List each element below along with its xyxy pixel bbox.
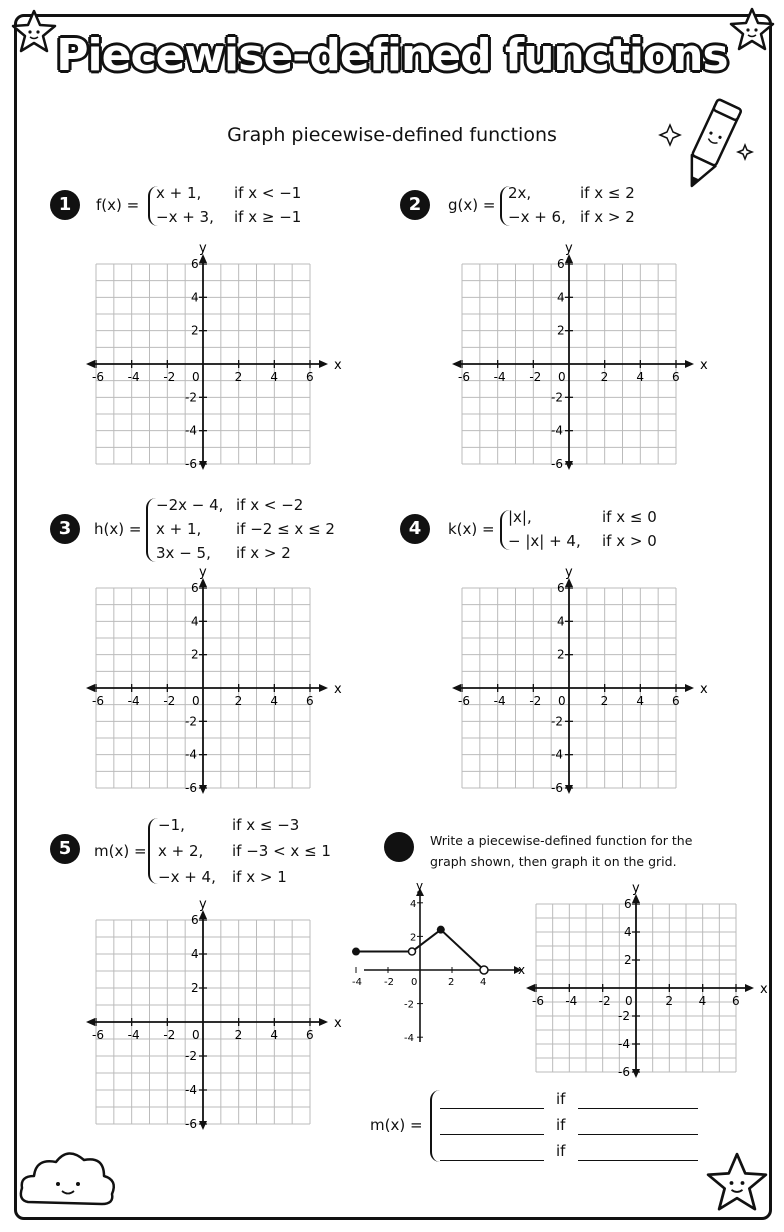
x-tick-label: 4 xyxy=(270,1028,278,1042)
piece-expression: −2x − 4, xyxy=(156,496,224,514)
x-tick-label: -6 xyxy=(458,694,470,708)
y-tick-label: -4 xyxy=(185,747,197,762)
y-tick-label: -4 xyxy=(185,423,197,438)
x-axis-label: x xyxy=(700,358,708,373)
x-tick-label: -4 xyxy=(352,977,362,988)
x-tick-label: 2 xyxy=(234,694,243,708)
piece-condition: if x < −1 xyxy=(234,184,302,202)
piece-expression: 3x − 5, xyxy=(156,544,211,562)
piece-condition: if x > 2 xyxy=(236,544,291,562)
x-tick-label: 0 xyxy=(192,370,200,384)
x-tick-label: 6 xyxy=(306,694,314,708)
x-axis-label: x xyxy=(334,682,342,697)
x-tick-label: 6 xyxy=(672,370,680,384)
graph-grid[interactable] xyxy=(80,896,342,1131)
piece-condition: if x > 0 xyxy=(602,532,657,550)
y-tick-label: 4 xyxy=(557,614,565,629)
brace xyxy=(430,1090,440,1162)
problem-number-badge: 2 xyxy=(400,190,430,220)
y-axis-label: y xyxy=(632,881,640,896)
y-tick-label: 6 xyxy=(624,897,632,911)
y-axis-label: y xyxy=(416,879,424,893)
y-tick-label: 2 xyxy=(557,647,565,662)
graph-grid[interactable] xyxy=(80,240,342,471)
x-tick-label: 0 xyxy=(558,694,566,708)
y-tick-label: -4 xyxy=(551,747,563,762)
brace xyxy=(146,498,156,562)
x-tick-label: -4 xyxy=(493,370,506,384)
x-tick-label: 0 xyxy=(411,977,418,988)
graph-grid[interactable] xyxy=(446,240,708,471)
piece-expression: −x + 3, xyxy=(156,208,214,226)
star-icon xyxy=(10,8,58,56)
x-tick-label: 2 xyxy=(448,977,455,988)
x-tick-label: 2 xyxy=(234,1028,243,1042)
piece-condition: if x ≥ −1 xyxy=(234,208,302,226)
y-tick-label: 2 xyxy=(191,647,199,662)
y-tick-label: 2 xyxy=(624,953,632,967)
x-tick-label: 6 xyxy=(732,994,740,1008)
page-subtitle: Graph piecewise-defined functions xyxy=(227,124,557,146)
function-name: k(x) = xyxy=(448,520,495,538)
x-tick-label: 4 xyxy=(480,977,487,988)
y-tick-label: -2 xyxy=(404,999,414,1011)
y-tick-label: -2 xyxy=(185,390,197,405)
piece-expression: |x|, xyxy=(508,508,532,526)
star-icon xyxy=(704,1150,770,1216)
brace xyxy=(148,818,158,884)
x-axis-arrow xyxy=(86,360,95,368)
y-tick-label: 2 xyxy=(557,323,565,338)
y-tick-label: -2 xyxy=(551,714,563,729)
piece-expression: x + 2, xyxy=(158,842,204,860)
y-tick-label: 6 xyxy=(191,257,199,271)
x-tick-label: 6 xyxy=(306,1028,314,1042)
x-axis-label: x xyxy=(334,358,342,373)
function-name: g(x) = xyxy=(448,196,496,214)
piece-condition: if x > 2 xyxy=(580,208,635,226)
y-tick-label: -2 xyxy=(185,1049,197,1063)
graph-grid[interactable] xyxy=(528,880,768,1079)
problem-number-badge xyxy=(384,832,414,862)
x-axis-arrow xyxy=(685,684,694,692)
x-tick-label: -2 xyxy=(529,370,542,384)
y-tick-label: 2 xyxy=(191,323,199,338)
condition-blank[interactable] xyxy=(578,1094,698,1109)
x-tick-label: -6 xyxy=(92,694,104,708)
x-axis-label: x xyxy=(518,963,526,977)
piece-condition: if −3 < x ≤ 1 xyxy=(232,842,331,860)
piece-condition: if x ≤ 2 xyxy=(580,184,635,202)
expression-blank[interactable] xyxy=(440,1094,544,1109)
y-tick-label: -4 xyxy=(404,1033,414,1045)
y-tick-label: -2 xyxy=(185,714,197,729)
x-tick-label: -6 xyxy=(532,994,544,1008)
x-axis-label: x xyxy=(760,982,768,997)
pencil-icon xyxy=(655,92,765,202)
x-axis-arrow xyxy=(452,360,461,368)
star-icon xyxy=(728,6,776,54)
open-endpoint xyxy=(480,966,488,974)
x-tick-label: -2 xyxy=(163,694,176,708)
piece-condition: if x ≤ 0 xyxy=(602,508,657,526)
example-graph xyxy=(352,879,532,1048)
y-tick-label: 4 xyxy=(624,925,632,939)
closed-endpoint xyxy=(352,948,360,956)
x-tick-label: -4 xyxy=(565,994,578,1008)
y-tick-label: -6 xyxy=(618,1065,630,1079)
x-tick-label: 2 xyxy=(600,694,609,708)
x-axis-label: x xyxy=(334,1016,342,1031)
y-tick-label: -6 xyxy=(185,1117,197,1131)
y-tick-label: -2 xyxy=(551,390,563,405)
x-tick-label: -4 xyxy=(127,1028,140,1042)
piece-expression: −x + 4, xyxy=(158,868,216,886)
y-tick-label: -4 xyxy=(551,423,563,438)
y-axis-label: y xyxy=(199,241,207,256)
x-tick-label: 4 xyxy=(636,370,644,384)
y-tick-label: 4 xyxy=(191,947,199,961)
y-tick-label: -6 xyxy=(185,457,197,471)
x-tick-label: 4 xyxy=(698,994,707,1008)
x-tick-label: 6 xyxy=(306,370,314,384)
x-tick-label: -6 xyxy=(92,370,104,384)
x-axis-arrow xyxy=(319,684,328,692)
x-axis-arrow xyxy=(685,360,694,368)
x-axis-arrow xyxy=(452,684,461,692)
piece-expression: x + 1, xyxy=(156,520,202,538)
function-name: m(x) = xyxy=(94,842,147,860)
expression-blank[interactable] xyxy=(440,1120,544,1135)
x-tick-label: -2 xyxy=(529,694,542,708)
y-tick-label: 6 xyxy=(557,581,565,595)
y-tick-label: 4 xyxy=(191,614,199,629)
x-axis-arrow xyxy=(319,1018,328,1026)
piece-expression: − |x| + 4, xyxy=(508,532,581,550)
piece-expression: 2x, xyxy=(508,184,532,202)
y-axis-label: y xyxy=(199,897,207,912)
y-axis-label: y xyxy=(565,241,573,256)
y-tick-label: 6 xyxy=(191,913,199,927)
x-axis-arrow xyxy=(86,1018,95,1026)
problem-number-badge: 1 xyxy=(50,190,80,220)
piece-expression: x + 1, xyxy=(156,184,202,202)
x-tick-label: 2 xyxy=(234,370,243,384)
y-tick-label: -6 xyxy=(551,781,563,795)
x-tick-label: -2 xyxy=(163,370,176,384)
y-tick-label: 2 xyxy=(191,981,199,995)
y-tick-label: 6 xyxy=(557,257,565,271)
answer-function-name: m(x) = xyxy=(370,1116,423,1134)
y-tick-label: -4 xyxy=(185,1083,197,1097)
x-axis-label: x xyxy=(700,682,708,697)
instruction-text: Write a piecewise-defined function for the graph shown, then graph it on the grid. xyxy=(430,833,693,869)
y-tick-label: -2 xyxy=(618,1009,630,1023)
page-title: Piecewise-defined functions xyxy=(56,30,728,81)
x-tick-label: -6 xyxy=(458,370,470,384)
x-tick-label: 0 xyxy=(558,370,566,384)
x-tick-label: 0 xyxy=(192,1028,200,1042)
if-label: if xyxy=(556,1142,566,1160)
condition-blank[interactable] xyxy=(578,1120,698,1135)
function-name: f(x) = xyxy=(96,196,140,214)
x-tick-label: 4 xyxy=(636,694,644,708)
if-label: if xyxy=(556,1116,566,1134)
condition-blank[interactable] xyxy=(578,1146,698,1161)
graph-grid[interactable] xyxy=(446,564,708,795)
piece-condition: if −2 ≤ x ≤ 2 xyxy=(236,520,335,538)
x-tick-label: 0 xyxy=(192,694,200,708)
x-tick-label: 2 xyxy=(665,994,673,1008)
open-endpoint xyxy=(409,948,416,955)
closed-endpoint xyxy=(437,926,445,934)
function-name: h(x) = xyxy=(94,520,142,538)
piece-condition: if x > 1 xyxy=(232,868,287,886)
graph-segment xyxy=(441,930,484,970)
x-tick-label: -4 xyxy=(127,370,140,384)
x-tick-label: -2 xyxy=(384,977,394,988)
x-tick-label: 4 xyxy=(270,694,278,708)
x-tick-label: 6 xyxy=(672,694,680,708)
y-axis-label: y xyxy=(199,565,207,580)
piece-condition: if x < −2 xyxy=(236,496,304,514)
problem-number-badge: 4 xyxy=(400,514,430,544)
y-tick-label: 6 xyxy=(191,581,199,595)
piece-expression: −x + 6, xyxy=(508,208,566,226)
y-tick-label: -4 xyxy=(618,1037,630,1051)
x-tick-label: 2 xyxy=(600,370,609,384)
y-tick-label: -6 xyxy=(185,781,197,795)
problem-number-badge: 5 xyxy=(50,834,80,864)
y-tick-label: -6 xyxy=(551,457,563,471)
x-axis-arrow xyxy=(86,684,95,692)
y-tick-label: 4 xyxy=(557,290,565,305)
x-tick-label: -6 xyxy=(92,1028,104,1042)
piece-condition: if x ≤ −3 xyxy=(232,816,300,834)
y-tick-label: 4 xyxy=(191,290,199,305)
y-axis-label: y xyxy=(565,565,573,580)
x-axis-arrow xyxy=(319,360,328,368)
x-tick-label: -2 xyxy=(598,994,611,1008)
problem-number-badge: 3 xyxy=(50,514,80,544)
y-tick-label: 2 xyxy=(410,932,417,944)
x-tick-label: -4 xyxy=(127,694,140,708)
piece-expression: −1, xyxy=(158,816,185,834)
x-tick-label: -2 xyxy=(163,1028,176,1042)
x-tick-label: 4 xyxy=(270,370,278,384)
x-tick-label: 0 xyxy=(625,994,633,1008)
expression-blank[interactable] xyxy=(440,1146,544,1161)
x-tick-label: -4 xyxy=(493,694,506,708)
y-tick-label: 4 xyxy=(410,898,417,910)
cloud-icon xyxy=(16,1142,120,1212)
if-label: if xyxy=(556,1090,566,1108)
graph-grid[interactable] xyxy=(80,564,342,795)
